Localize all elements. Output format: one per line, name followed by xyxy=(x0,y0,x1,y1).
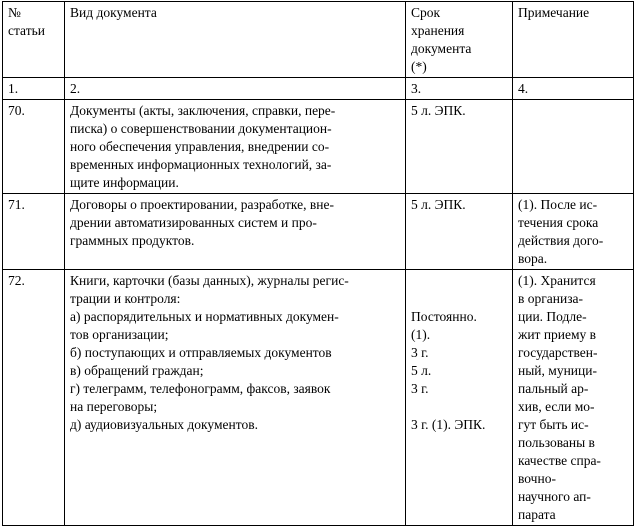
article-number: 70. xyxy=(3,100,65,194)
document-type: Книги, карточки (базы данных), журналы регис- трации и контроля: а) распорядительных и нормативных докумен- тов организации; б) поступающих и отправляемых документов в) обращений граждан; г) телеграмм, телефонограмм, факсов, заявок на переговоры; д) аудиовизуальных документов. xyxy=(65,270,406,526)
retention-term: 5 л. ЭПК. xyxy=(406,194,513,270)
column-number: 1. xyxy=(3,78,65,100)
table-row xyxy=(3,194,634,270)
header-retention-term: Срок хранения документа (*) xyxy=(406,2,513,78)
note: (1). После ис- течения срока действия дого- вора. xyxy=(513,194,634,270)
table-row xyxy=(3,100,634,194)
article-number: 72. xyxy=(3,270,65,526)
retention-term: 5 л. ЭПК. xyxy=(406,100,513,194)
header-row xyxy=(3,2,634,78)
document-type: Документы (акты, заключения, справки, пере- писка) о совершенствовании документацион- ного обеспечения управления, внедрении со- временных информационных технологий, за- щите информации. xyxy=(65,100,406,194)
document-retention-table xyxy=(2,1,634,526)
note xyxy=(513,100,634,194)
document-type: Договоры о проектировании, разработке, вне- дрении автоматизированных систем и про- граммных продуктов. xyxy=(65,194,406,270)
column-number: 2. xyxy=(65,78,406,100)
column-number-row xyxy=(3,78,634,100)
note: (1). Хранится в организа- ции. Подле- жит приему в государствен- ный, муници- пальный ар- хив, если мо- гут быть ис- пользованы в качестве спра- вочно- научного ап- парата xyxy=(513,270,634,526)
header-document-type: Вид документа xyxy=(65,2,406,78)
column-number: 4. xyxy=(513,78,634,100)
header-article-number: № статьи xyxy=(3,2,65,78)
column-number: 3. xyxy=(406,78,513,100)
article-number: 71. xyxy=(3,194,65,270)
table-row xyxy=(3,270,634,526)
retention-term: Постоянно. (1). 3 г. 5 л. 3 г. 3 г. (1). ЭПК. xyxy=(406,270,513,526)
header-note: Примечание xyxy=(513,2,634,78)
